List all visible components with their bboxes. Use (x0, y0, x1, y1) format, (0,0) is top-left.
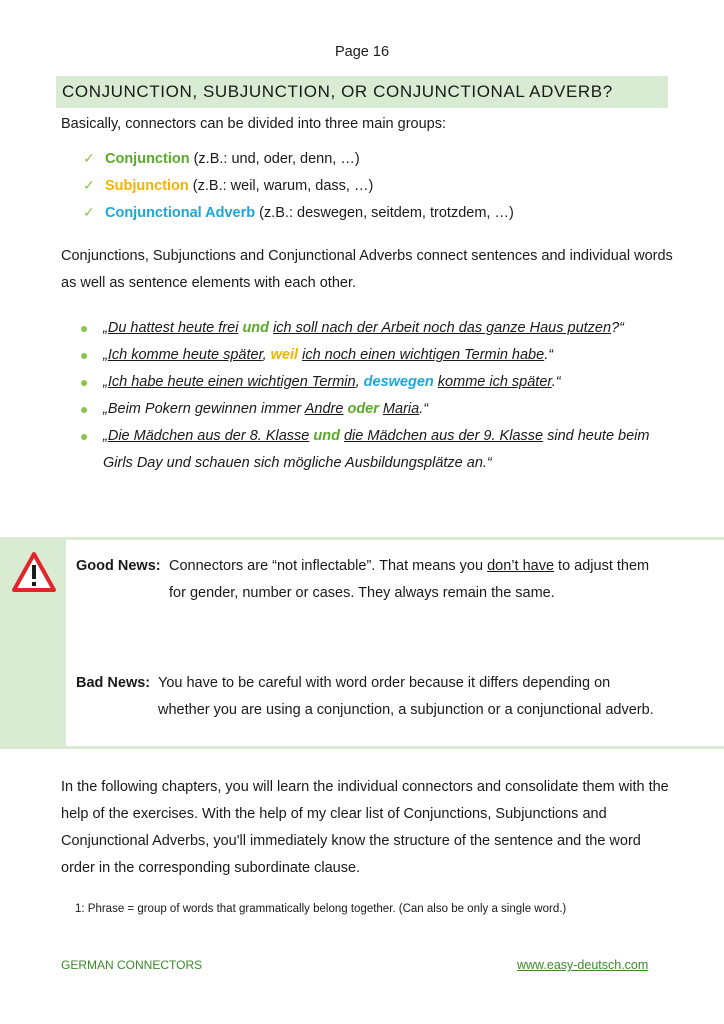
clause-a: Du hattest heute frei (107, 320, 239, 336)
group-examples: (z.B.: weil, warum, dass, …) (188, 178, 374, 194)
bad-news-text: You have to be careful with word order because it differs depending on whether you are using a conjunction, a subjunction or a conjunctional adverb. (158, 675, 654, 718)
quote-close: .“ (551, 374, 561, 390)
footer-link[interactable]: www.easy-deutsch.com (517, 958, 649, 972)
warning-triangle-icon (11, 551, 57, 593)
footer-title: GERMAN CONNECTORS (61, 958, 203, 972)
underlined-phrase: don’t have (487, 558, 555, 574)
clause-b: komme ich später (437, 374, 552, 390)
page-number: Page 16 (334, 44, 390, 60)
quote-close: sind heute beim Girls Day und schauen sich mögliche Ausbildungsplätze an.“ (103, 428, 650, 471)
punctuation: , (355, 374, 364, 390)
quote-open: „ (103, 320, 108, 336)
bad-news (76, 670, 656, 724)
bullet-icon: ● (80, 320, 89, 336)
list-item (78, 369, 678, 396)
quote-open: „ (103, 374, 108, 390)
quote-open: „ (103, 347, 108, 363)
connector-word: und (313, 428, 340, 444)
punctuation: , (262, 347, 271, 363)
clause-a: Die Mädchen aus der 8. Klasse (107, 428, 310, 444)
list-item (78, 315, 678, 342)
notice-box (0, 537, 724, 749)
connector-word: weil (270, 347, 299, 363)
bullet-icon: ● (80, 428, 89, 444)
notice-sidebar (0, 540, 66, 746)
quote-close: ?“ (611, 320, 624, 336)
list-item (78, 342, 678, 369)
bullet-icon: ● (80, 401, 89, 417)
connector-word: oder (347, 401, 379, 417)
closing-paragraph: In the following chapters, you will learn the individual connectors and consolidate them with the help of the exercises. With the help of my clear list of Conjunctions, Subjunctions and Conjunctional Adverbs, you'll immediately know the structure of the sentence and the word order in the corresponding subordinate clause. (61, 779, 669, 876)
description-paragraph: Conjunctions, Subjunctions and Conjunctional Adverbs connect sentences and individual words as well as sentence elements with each other. (61, 248, 673, 291)
quote-close: .“ (544, 347, 554, 363)
clause-b: ich noch einen wichtigen Termin habe (302, 347, 545, 363)
quote-open: „ (103, 428, 108, 444)
good-news-text: Connectors are “not inflectable”. That means you don’t have to adjust them for gender, number or cases. They always remain the same. (169, 558, 650, 601)
clause-a: Andre (304, 401, 344, 417)
clause-a: Ich komme heute später (107, 347, 263, 363)
bullet-icon: ● (80, 374, 89, 390)
group-term: Conjunctional Adverb (105, 205, 256, 221)
bad-news-label: Bad News: (76, 675, 151, 691)
check-icon: ✓ (83, 150, 95, 166)
connector-word: deswegen (363, 374, 434, 390)
list-item (83, 175, 514, 202)
quote-open: „Beim Pokern gewinnen immer (103, 401, 305, 417)
quote-close: .“ (419, 401, 429, 417)
footnote: 1: Phrase = group of words that grammatically belong together. (Can also be only a single word.) (75, 903, 567, 915)
check-icon: ✓ (83, 177, 95, 193)
good-news-label: Good News: (76, 558, 161, 574)
list-item (83, 148, 514, 175)
intro-text: Basically, connectors can be divided into three main groups: (61, 116, 447, 132)
list-item (78, 396, 678, 423)
clause-b: ich soll nach der Arbeit noch das ganze Haus putzen (273, 320, 612, 336)
check-icon: ✓ (83, 204, 95, 220)
section-title: CONJUNCTION, SUBJUNCTION, OR CONJUNCTIONAL ADVERB? (56, 76, 668, 108)
good-news (76, 553, 656, 607)
list-item (83, 202, 514, 229)
group-term: Subjunction (105, 178, 189, 194)
list-item (78, 423, 678, 477)
bullet-icon: ● (80, 347, 89, 363)
connector-groups-list (83, 148, 514, 229)
connector-word: und (242, 320, 270, 336)
group-examples: (z.B.: und, oder, denn, …) (189, 151, 360, 167)
clause-a: Ich habe heute einen wichtigen Termin (107, 374, 356, 390)
clause-b: die Mädchen aus der 9. Klasse (343, 428, 544, 444)
example-sentences-list (78, 315, 678, 477)
clause-b: Maria (382, 401, 420, 417)
group-examples: (z.B.: deswegen, seitdem, trotzdem, …) (255, 205, 514, 221)
group-term: Conjunction (105, 151, 190, 167)
